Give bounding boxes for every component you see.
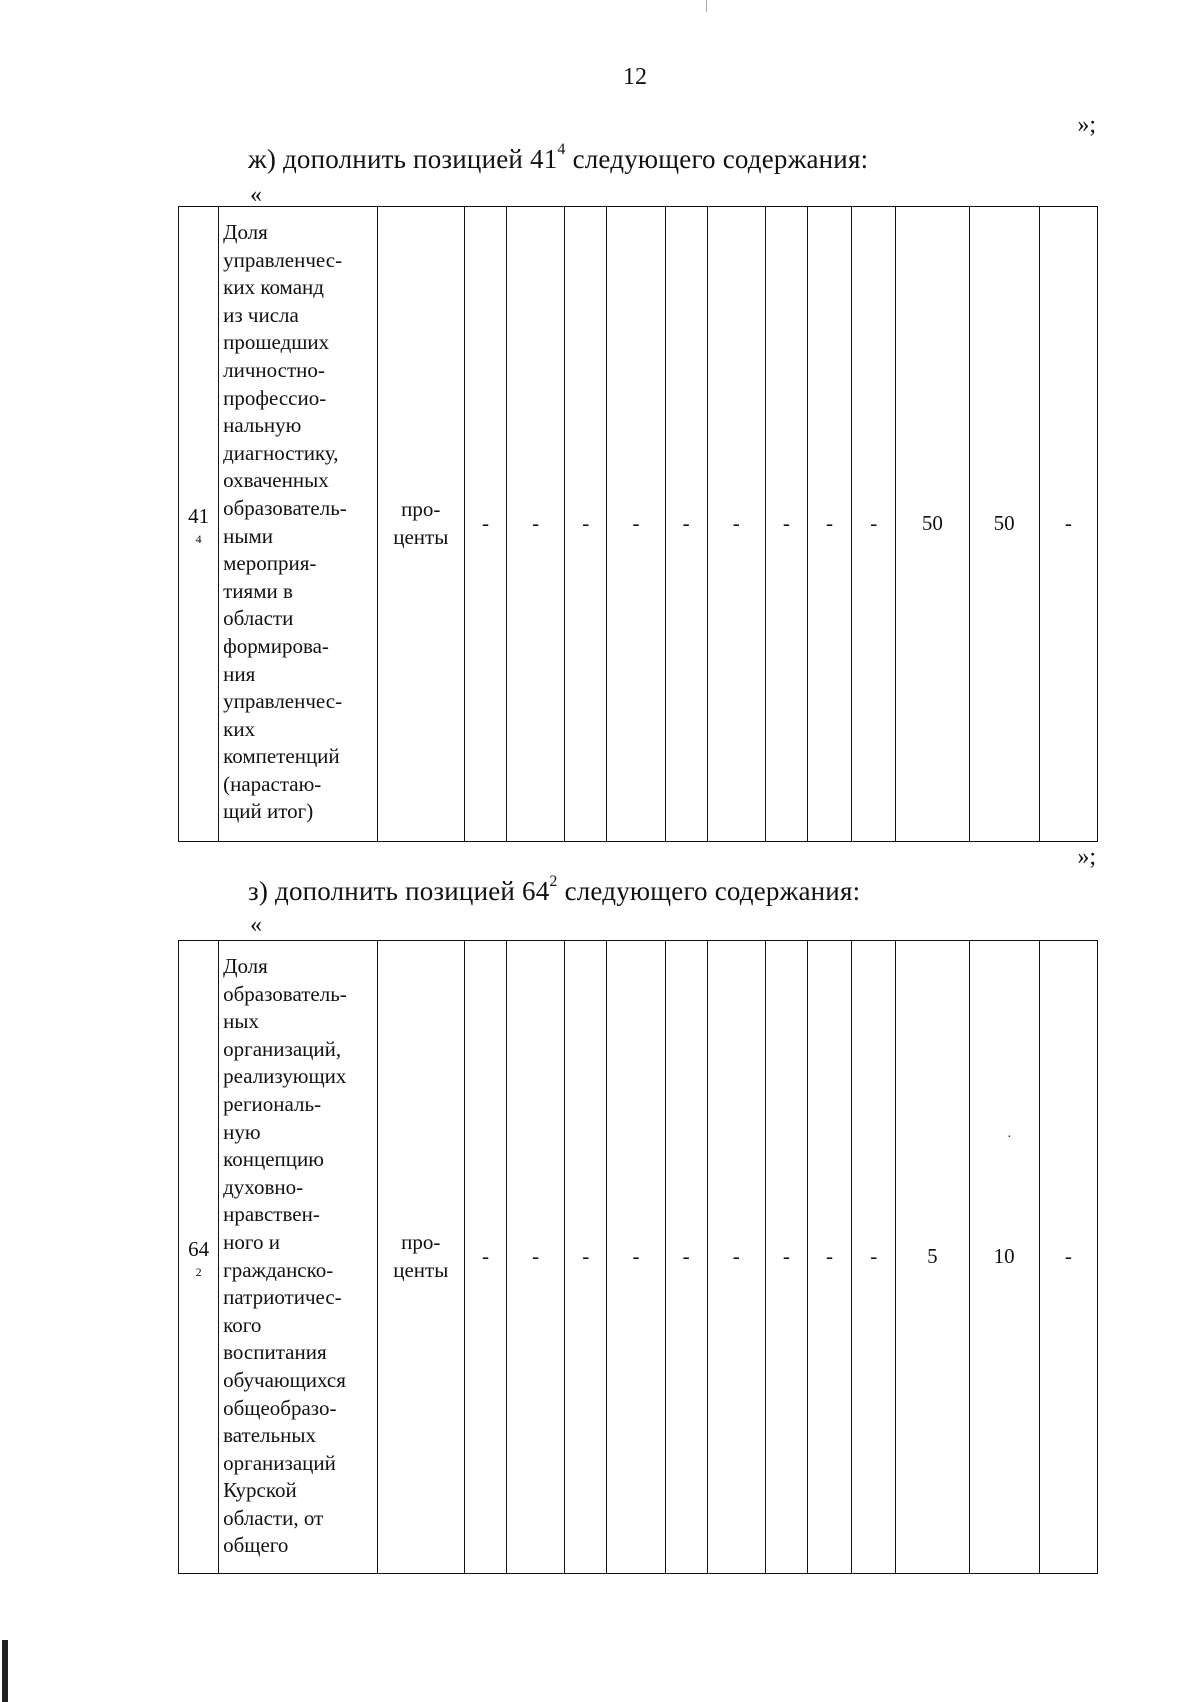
value-cell: - [464,941,506,1574]
name-line: ных [223,1009,259,1034]
scan-artifact-dot: · [1007,1130,1012,1145]
value-cell: - [707,941,765,1574]
value-cell: - [507,941,565,1574]
value-cell: - [665,941,707,1574]
name-line: области [223,606,294,631]
value-cell: - [807,941,851,1574]
name-line: формирова- [223,633,329,658]
name-line: духовно- [223,1174,304,1199]
position-number-index: 2 [195,1264,202,1279]
scan-artifact-tick [706,0,707,12]
position-number-cell [179,207,219,842]
name-line: Курской [223,1478,297,1503]
name-line: вательных [223,1423,316,1448]
value-cell: 10 [969,941,1039,1574]
name-line: региональ- [223,1091,322,1116]
name-line: ными [223,523,273,548]
opening-quote-2: « [250,912,262,938]
name-line: гражданско- [223,1257,334,1282]
name-line: ких команд [223,275,324,300]
name-line: организаций [223,1450,336,1475]
value-cell: 50 [969,207,1039,842]
position-number: 41 [188,504,210,529]
name-line: общеобразо- [223,1395,337,1420]
name-line: ния [223,661,256,686]
table-row [179,941,1098,1574]
unit-cell [377,207,464,842]
indicator-name-cell [219,941,378,1574]
table-row [179,207,1098,842]
page-number: 12 [623,64,647,90]
name-line: нальную [223,413,302,438]
scan-artifact-margin-line [2,1640,8,1702]
heading-zh-text: ж) дополнить позицией 41 [248,144,558,174]
name-line: Доля [223,220,268,244]
table-position-64-2 [178,940,1098,1574]
value-cell: - [1039,207,1097,842]
name-line: патриотичес- [223,1285,342,1310]
name-line: нравствен- [223,1202,320,1227]
name-line: кого [223,1312,262,1337]
unit-cell [377,941,464,1574]
name-line: тиями в [223,578,293,603]
value-cell: - [765,207,807,842]
name-line: общего [223,1533,289,1558]
value-cell: - [1039,941,1097,1574]
heading-zh-superscript: 4 [557,141,566,158]
name-line: ную [223,1119,261,1144]
unit-line: про- [401,497,441,522]
value-cell: - [464,207,506,842]
name-line: прошедших [223,330,330,355]
name-line: организаций, [223,1036,342,1061]
value-cell: 5 [896,941,969,1574]
name-line: обучающихся [223,1367,346,1392]
opening-quote-1: « [250,182,262,208]
name-line: образователь- [223,495,347,520]
name-line: реализующих [223,1064,347,1089]
name-line: области, от [223,1505,324,1530]
name-line: управленчес- [223,689,343,714]
name-line: ких [223,716,256,741]
position-number-cell [179,941,219,1574]
unit-line: центы [393,525,449,549]
name-line: из числа [223,302,299,327]
value-cell: 50 [896,207,969,842]
value-cell: - [807,207,851,842]
heading-z-text: з) дополнить позицией 64 [248,876,550,906]
value-cell: - [665,207,707,842]
value-cell: - [565,207,607,842]
heading-z-text-after: следующего содержания: [557,876,861,906]
unit-line: центы [393,1258,449,1282]
name-line: мероприя- [223,551,317,576]
name-line: (нарастаю- [223,771,322,796]
heading-zh-text-after: следующего содержания: [565,144,869,174]
name-line: образователь- [223,981,347,1006]
heading-z-superscript: 2 [549,873,558,890]
name-line: Доля [223,954,268,978]
value-cell: - [765,941,807,1574]
indicator-name-cell [219,207,378,842]
name-line: личностно- [223,357,325,382]
name-line: управленчес- [223,247,343,272]
value-cell: - [707,207,765,842]
unit-line: про- [401,1230,441,1255]
name-line: воспитания [223,1340,327,1365]
value-cell: - [607,941,665,1574]
position-number-index: 4 [195,531,202,546]
position-number: 64 [188,1237,210,1262]
value-cell: - [852,207,896,842]
name-line: щий итог) [223,799,314,824]
heading-zh [248,141,869,175]
name-line: профессио- [223,385,327,410]
closing-quote-2: »; [1077,844,1096,870]
value-cell: - [565,941,607,1574]
value-cell: - [607,207,665,842]
name-line: компетенций [223,744,340,769]
heading-z [248,873,861,907]
name-line: охваченных [223,468,329,493]
name-line: ного и [223,1229,280,1254]
name-line: диагностику, [223,440,339,465]
table-position-41-4 [178,206,1098,842]
value-cell: - [852,941,896,1574]
value-cell: - [507,207,565,842]
name-line: концепцию [223,1147,324,1172]
closing-quote-1: »; [1077,112,1096,138]
